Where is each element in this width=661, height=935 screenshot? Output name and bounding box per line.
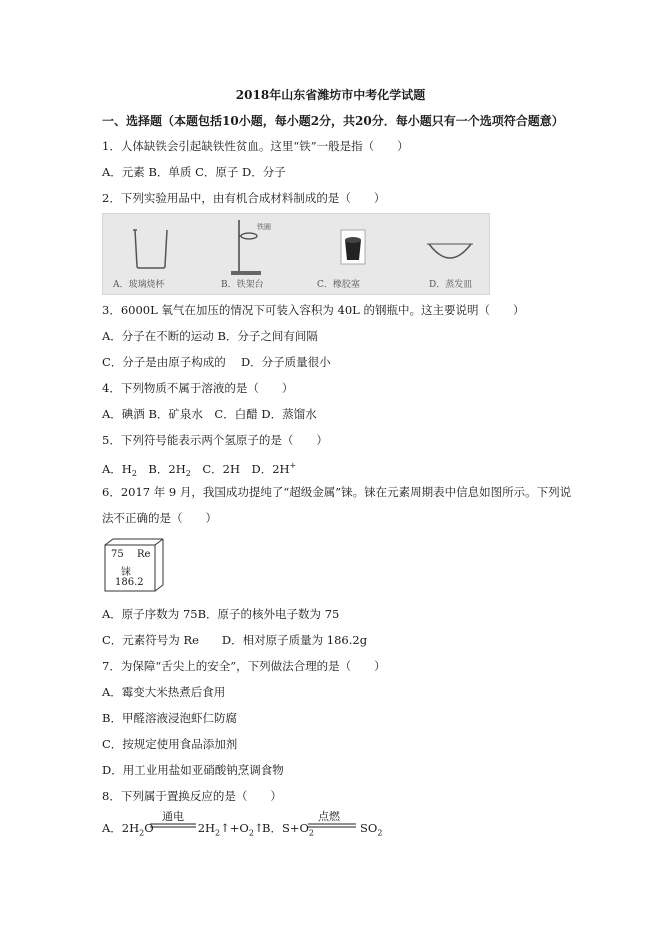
- caption-c: C．橡胶塞: [317, 280, 360, 290]
- q8-b-equals: [308, 822, 356, 830]
- q6-stem-2: 法不正确的是（ ）: [102, 511, 217, 525]
- q8-a-equals: [150, 822, 196, 830]
- section-heading: 一、选择题（本题包括10小题，每小题2分，共20分．每小题只有一个选项符合题意）: [102, 114, 564, 128]
- caption-d: D．蒸发皿: [429, 280, 473, 290]
- q8-b-prod-sub: 2: [377, 828, 383, 838]
- element-mass: 186.2: [115, 577, 144, 588]
- q5-stem: 5．下列符号能表示两个氢原子的是（ ）: [102, 433, 328, 447]
- q5-a: A．H: [102, 461, 132, 476]
- element-card: [103, 537, 165, 592]
- q8-b-sub: 2: [308, 828, 314, 838]
- q8-a-prod1: 2H: [197, 821, 216, 835]
- q4-options: A．碘酒 B．矿泉水 C．白醋 D．蒸馏水: [102, 407, 317, 421]
- q8-a-condition: 通电: [162, 810, 184, 823]
- q7-option-b: B．甲醛溶液浸泡虾仁防腐: [102, 711, 237, 725]
- q8-a-prod2-sub: 2: [248, 828, 254, 838]
- q6-options-1: A．原子序数为 75B．原子的核外电子数为 75: [102, 607, 340, 621]
- caption-a: A．玻璃烧杯: [113, 280, 165, 290]
- q7-stem: 7．为保障“舌尖上的安全”，下列做法合理的是（ ）: [102, 659, 386, 673]
- q7-option-d: D．用工业用盐如亚硝酸钠烹调食物: [102, 763, 284, 777]
- q2-stem: 2．下列实验用品中，由有机合成材料制成的是（ ）: [102, 191, 386, 205]
- q5-cd: C．2H D．2H: [190, 461, 290, 476]
- q7-option-a: A．霉变大米热煮后食用: [102, 685, 226, 699]
- q5-b-sub: 2: [185, 469, 191, 479]
- q8-b-label: B．S+O: [262, 821, 309, 835]
- q7-option-c: C．按规定使用食品添加剂: [102, 737, 238, 751]
- element-symbol: Re: [137, 549, 151, 560]
- element-name: 铼: [121, 567, 131, 578]
- q8-a-prod1-tail: ↑+O: [220, 821, 249, 835]
- q8-stem: 8．下列属于置换反应的是（ ）: [102, 789, 282, 803]
- q3-options-2: C．分子是由原子构成的 D．分子质量很小: [102, 355, 331, 369]
- ring-label: 铁圈: [257, 223, 271, 231]
- q8-b-prod: SO: [360, 821, 378, 835]
- q1-stem: 1．人体缺铁会引起缺铁性贫血。这里“铁”一般是指（ ）: [102, 139, 409, 153]
- q4-stem: 4．下列物质不属于溶液的是（ ）: [102, 381, 294, 395]
- q8-a-prod2-tail: ↑: [253, 821, 264, 835]
- page-title: 2018年山东省潍坊市中考化学试题: [235, 88, 426, 102]
- q5-a-sub: 2: [131, 469, 137, 479]
- q8-a-sub: 2: [139, 828, 145, 838]
- q5-b: B．2H: [136, 461, 186, 476]
- q8-a-label: A．2H: [102, 821, 140, 835]
- evaporating-dish-icon: [425, 238, 475, 266]
- q1-options: A．元素 B．单质 C．原子 D．分子: [102, 165, 286, 179]
- q6-stem-1: 6．2017 年 9 月，我国成功提纯了“超级金属”铼。铼在元素周期表中信息如图所示。下列说: [102, 485, 572, 499]
- q6-options-2: C．元素符号为 Re D．相对原子质量为 186.2g: [102, 633, 368, 647]
- q3-stem: 3．6000L 氧气在加压的情况下可装入容积为 40L 的钢瓶中。这主要说明（ ）: [102, 303, 525, 317]
- element-number: 75: [111, 549, 124, 560]
- q3-options-1: A．分子在不断的运动 B．分子之间有间隔: [102, 329, 318, 343]
- q5-d-sup: +: [289, 461, 297, 470]
- beaker-icon: [131, 226, 171, 270]
- q8-b-condition: 点燃: [318, 810, 340, 823]
- q8-a-mid: O: [144, 821, 154, 835]
- q5-options: [102, 458, 296, 482]
- q8-a-prod1-sub: 2: [215, 828, 221, 838]
- caption-b: B．铁架台: [221, 280, 264, 290]
- rubber-stopper-icon: [339, 228, 367, 268]
- q2-figure: [102, 213, 490, 295]
